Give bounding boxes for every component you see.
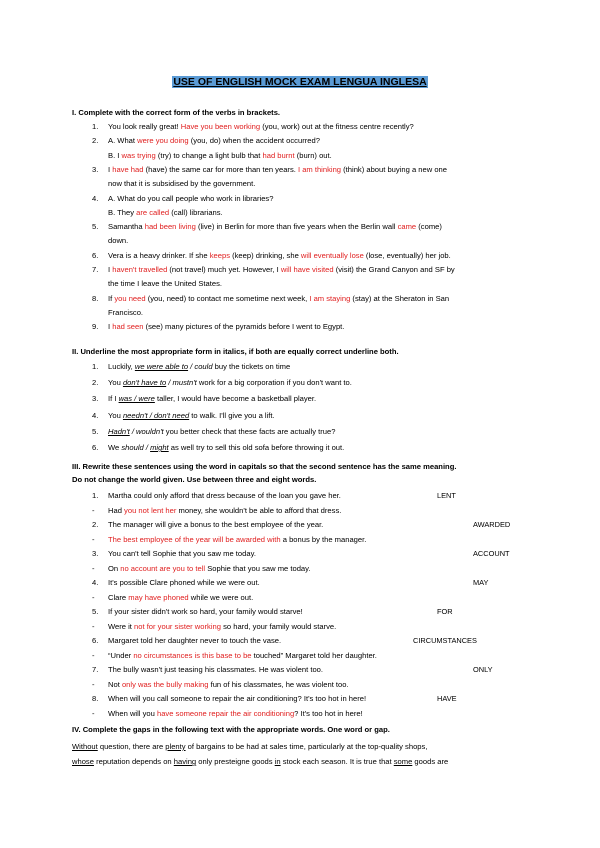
keyword-label: ACCOUNT (473, 549, 510, 558)
section-3-item-c: ? It's too hot in here! (294, 708, 363, 718)
section-1-item (108, 221, 442, 233)
section-1-item-c: (not travel) much yet. However, I (167, 265, 281, 274)
section-3-item-b: The best employee of the year will be awarded with (108, 534, 281, 544)
section-2-item-number: 1. (92, 362, 99, 371)
section-2-item-a: You (108, 410, 123, 420)
section-3-item (108, 534, 366, 546)
section-1-item-d: came (397, 222, 417, 232)
section-1-item-number: 9. (92, 322, 99, 332)
section-2-heading: II. Underline the most appropriate form in italics, if both are equally correct underline both. (72, 347, 399, 356)
section-2-item-i: / wouldn't (129, 426, 164, 436)
section-2-item-c: as well try to sell this old sofa before throwing it out. (168, 443, 345, 452)
section-3-item-number: - (92, 505, 95, 515)
section-2-item (108, 361, 290, 373)
section-3-heading: III. Rewrite these sentences using the word in capitals so that the second sentence has the same meaning. (72, 462, 457, 471)
section-2-item-a: You (108, 378, 123, 388)
section-2-item-number: 3. (92, 394, 99, 404)
section-1-item-c: (you, work) out at the fitness centre recently? (260, 122, 414, 131)
keyword-label: ONLY (473, 665, 493, 674)
section-2-item (108, 426, 335, 438)
section-2-item-u: was / were (118, 394, 155, 404)
section-3-item (108, 664, 323, 676)
section-3-item-number: 2. (92, 520, 99, 529)
section-3-item (108, 505, 341, 517)
section-1-item-a: B. They (108, 207, 137, 217)
section-2-item-c: work for a big corporation if you don't want to. (196, 378, 352, 388)
section-1-item (108, 278, 222, 290)
keyword-label: FOR (437, 607, 453, 616)
section-3-item-a: The bully wasn't just teasing his classmates. He was violent too. (108, 665, 324, 674)
section-3-item-c: fun of his classmates, he was violent too. (208, 679, 349, 689)
section-3-item-number: - (92, 679, 95, 689)
section-2-item-number: 4. (92, 410, 99, 420)
section-1-item-c: (you, do) when the accident occurred? (188, 136, 320, 146)
section-1-item-d: had burnt (262, 150, 295, 160)
section-2-item-a: We (108, 443, 122, 452)
section-1-item (108, 321, 344, 333)
section-2-item-i: / mustn't (166, 378, 197, 388)
section-1-item-a: I (108, 265, 113, 274)
section-3-item-number: 6. (92, 636, 99, 645)
section-4-text-line-1: Without question, there are plenty of bargains to be had at sales time, particularly at the top-quality shops, (72, 742, 428, 751)
section-3-item-b: no account are you to tell (120, 563, 206, 573)
section-1-heading: I. Complete with the correct form of the verbs in brackets. (72, 108, 281, 117)
section-3-item-number: 5. (92, 607, 99, 616)
section-3-item-c: money, she wouldn't be able to afford that dress. (176, 505, 342, 515)
section-3-item-c: Sophie that you saw me today. (205, 563, 311, 573)
section-1-item-d: I am staying (309, 293, 351, 303)
section-1-item-b: you need (114, 293, 146, 303)
section-1-item (108, 121, 414, 133)
section-1-item-b: keeps (209, 250, 230, 260)
section-1-item-number: 5. (92, 222, 99, 232)
section-1-item-number: 1. (92, 122, 99, 131)
section-3-item-a: Had (108, 505, 125, 515)
section-3-item-number: - (92, 563, 95, 573)
section-2-item-number: 6. (92, 443, 99, 452)
section-3-item-c: so hard, your family would starve. (220, 621, 337, 631)
section-2-item (108, 442, 344, 454)
section-1-item-a: Vera is a heavy drinker. If she (108, 250, 210, 260)
section-1-item-number: 8. (92, 293, 99, 303)
section-3-item-b: no circumstances is this base to be (133, 650, 252, 660)
section-4-text-line-2: whose reputation depends on having only presteigne goods in stock each season. It is true that some goods are (72, 757, 449, 766)
section-1-item (108, 293, 449, 305)
section-3-item-a: On (108, 563, 121, 573)
section-2-item-c: to walk. I'll give you a lift. (189, 410, 275, 420)
section-1-item-b: had been living (144, 222, 196, 232)
section-1-item (108, 264, 455, 276)
section-1-item-d: I am thinking (297, 164, 342, 174)
section-1-item-b: are called (136, 207, 170, 217)
section-1-item-a: I (108, 164, 113, 174)
section-3-item-number: - (92, 650, 95, 660)
section-3-item-a: Clare (108, 592, 129, 602)
section-2-item-u: don't have to (122, 378, 167, 388)
section-1-item-number: 4. (92, 193, 99, 203)
section-1-item-a: now that it is subsidised by the government. (108, 179, 256, 189)
section-1-item (108, 235, 128, 247)
section-1-item-number: 7. (92, 265, 99, 274)
section-1-item-d: will eventually lose (300, 250, 364, 260)
section-3-item-number: 3. (92, 549, 99, 558)
section-3-item (108, 563, 311, 575)
section-2-item (108, 377, 352, 389)
section-2-item-u: Hadn't (108, 426, 130, 436)
section-3-item (108, 548, 256, 560)
section-3-item-number: 7. (92, 665, 99, 674)
section-3-item-a: Martha could only afford that dress because of the loan you gave her. (108, 491, 341, 500)
section-3-item-number: - (92, 708, 95, 718)
section-1-item-a: down. (108, 236, 129, 246)
section-3-item (108, 490, 341, 502)
section-3-item-a: When will you (108, 708, 157, 718)
section-1-item-a: If (108, 293, 115, 303)
section-3-item (108, 621, 336, 633)
section-1-item-c: (keep) drinking, she (230, 250, 301, 260)
section-3-item-a: You can't tell Sophie that you saw me today. (108, 549, 256, 558)
section-2-item-c: you better check that these facts are actually true? (163, 426, 336, 436)
section-1-item-number: 2. (92, 136, 99, 146)
section-3-item-b: you not lent her (124, 505, 177, 515)
section-1-item-a: Samantha (108, 222, 145, 232)
section-1-item (108, 178, 255, 190)
section-4-heading: IV. Complete the gaps in the following text with the appropriate words. One word or gap. (72, 725, 390, 734)
section-2-item-c: taller, I would have become a basketball player. (154, 394, 317, 404)
section-1-item-a: I (108, 322, 113, 332)
section-3-item-number: - (92, 621, 95, 631)
section-1-item-b: had seen (112, 322, 144, 332)
section-2-item-u: might (150, 443, 169, 452)
section-1-item-b: haven't travelled (112, 265, 168, 274)
section-2-item-number: 5. (92, 426, 99, 436)
section-3-item-b: only was the bully making (121, 679, 209, 689)
section-1-item (108, 135, 320, 147)
section-1-item-c: (try) to change a light bulb that (155, 150, 263, 160)
section-3-item-a: “Under (108, 650, 134, 660)
page-title: USE OF ENGLISH MOCK EXAM LENGUA INGLESA (173, 76, 427, 88)
keyword-label: LENT (437, 491, 456, 500)
section-1-item-c: (call) librarians. (169, 207, 223, 217)
section-3-item-a: When will you call someone to repair the air conditioning? It's too hot in here! (108, 694, 367, 703)
section-3-item (108, 708, 363, 720)
section-1-item-c: (have) the same car for more than ten years. (143, 164, 298, 174)
section-2-item-a: If I (108, 394, 119, 404)
keyword-label: CIRCUMSTANCES (413, 636, 477, 645)
section-2-item-u: needn't / don't need (122, 410, 190, 420)
section-1-item-c: (live) in Berlin for more than five years when the Berlin wall (195, 222, 398, 232)
section-3-item (108, 635, 281, 647)
section-3-item-number: 1. (92, 491, 99, 500)
section-2-item-c: buy the tickets on time (212, 362, 291, 371)
section-3-item (108, 577, 260, 589)
section-1-item-a: the time I leave the United States. (108, 279, 222, 289)
section-3-item-a: The manager will give a bonus to the best employee of the year. (108, 520, 324, 529)
section-1-item (108, 307, 143, 319)
section-1-item-e: (think) about buying a new one (341, 164, 447, 174)
section-3-item-number: 4. (92, 578, 99, 587)
section-3-item (108, 592, 253, 604)
section-2-item-number: 2. (92, 378, 99, 388)
section-1-item-a: B. I (108, 150, 122, 160)
section-1-item (108, 193, 273, 205)
section-3-item-c: touched” Margaret told her daughter. (251, 650, 377, 660)
section-1-item-e: (come) (416, 222, 442, 232)
section-1-item (108, 150, 332, 162)
keyword-label: HAVE (437, 694, 457, 703)
section-3-item-b: may have phoned (128, 592, 189, 602)
section-1-item-e: (stay) at the Sheraton in San (350, 293, 450, 303)
section-3-item-a: If your sister didn't work so hard, your family would starve! (108, 607, 303, 616)
section-1-item-a: A. What do you call people who work in libraries? (108, 193, 274, 203)
section-2-item-i0: should / (121, 443, 151, 452)
section-3-item-a: It's possible Clare phoned while we were out. (108, 578, 260, 587)
section-1-item-d: will have visited (280, 265, 334, 274)
section-2-item (108, 393, 316, 405)
section-2-item (108, 410, 275, 422)
section-1-item-a: Francisco. (108, 307, 144, 317)
section-2-item-a: Luckily, (108, 362, 135, 371)
section-2-item-u: we were able to (134, 362, 189, 371)
section-3-item (108, 606, 303, 618)
keyword-label: AWARDED (473, 520, 511, 529)
section-1-item (108, 164, 447, 176)
section-3-item (108, 679, 349, 691)
section-3-item-b: not for your sister working (134, 621, 221, 631)
section-3-item-b: have someone repair the air conditioning (156, 708, 295, 718)
section-1-item-c: (see) many pictures of the pyramids before I went to Egypt. (143, 322, 345, 332)
section-3-item-c: a bonus by the manager. (280, 534, 367, 544)
section-3-subheading: Do not change the world given. Use between three and eight words. (72, 475, 317, 484)
section-3-item-a: Not (108, 679, 122, 689)
section-1-item-a: You look really great! (108, 122, 181, 131)
section-3-item (108, 693, 366, 705)
section-3-item-a: Were it (108, 621, 135, 631)
section-3-item (108, 519, 323, 531)
section-1-item-number: 3. (92, 164, 99, 174)
section-3-item-number: - (92, 534, 95, 544)
section-1-item-b: were you doing (137, 136, 189, 146)
section-3-item-number: - (92, 592, 95, 602)
section-3-item-c: while we were out. (188, 592, 254, 602)
keyword-label: MAY (473, 578, 489, 587)
section-3-item-a: Margaret told her daughter never to touch the vase. (108, 636, 282, 645)
section-1-item-e: (visit) the Grand Canyon and SF by (333, 265, 455, 274)
section-1-item-number: 6. (92, 250, 99, 260)
section-1-item-a: A. What (108, 136, 138, 146)
section-1-item-b: Have you been working (180, 122, 261, 131)
section-3-item-number: 8. (92, 694, 99, 703)
section-1-item-e: (lose, eventually) her job. (363, 250, 451, 260)
section-1-item (108, 250, 451, 262)
section-1-item-e: (burn) out. (294, 150, 332, 160)
section-3-item (108, 650, 377, 662)
section-1-item-b: was trying (121, 150, 156, 160)
section-2-item-i: / could (188, 362, 213, 371)
section-1-item (108, 207, 223, 219)
section-1-item-b: have had (112, 164, 144, 174)
section-1-item-c: (you, need) to contact me sometime next week, (145, 293, 310, 303)
